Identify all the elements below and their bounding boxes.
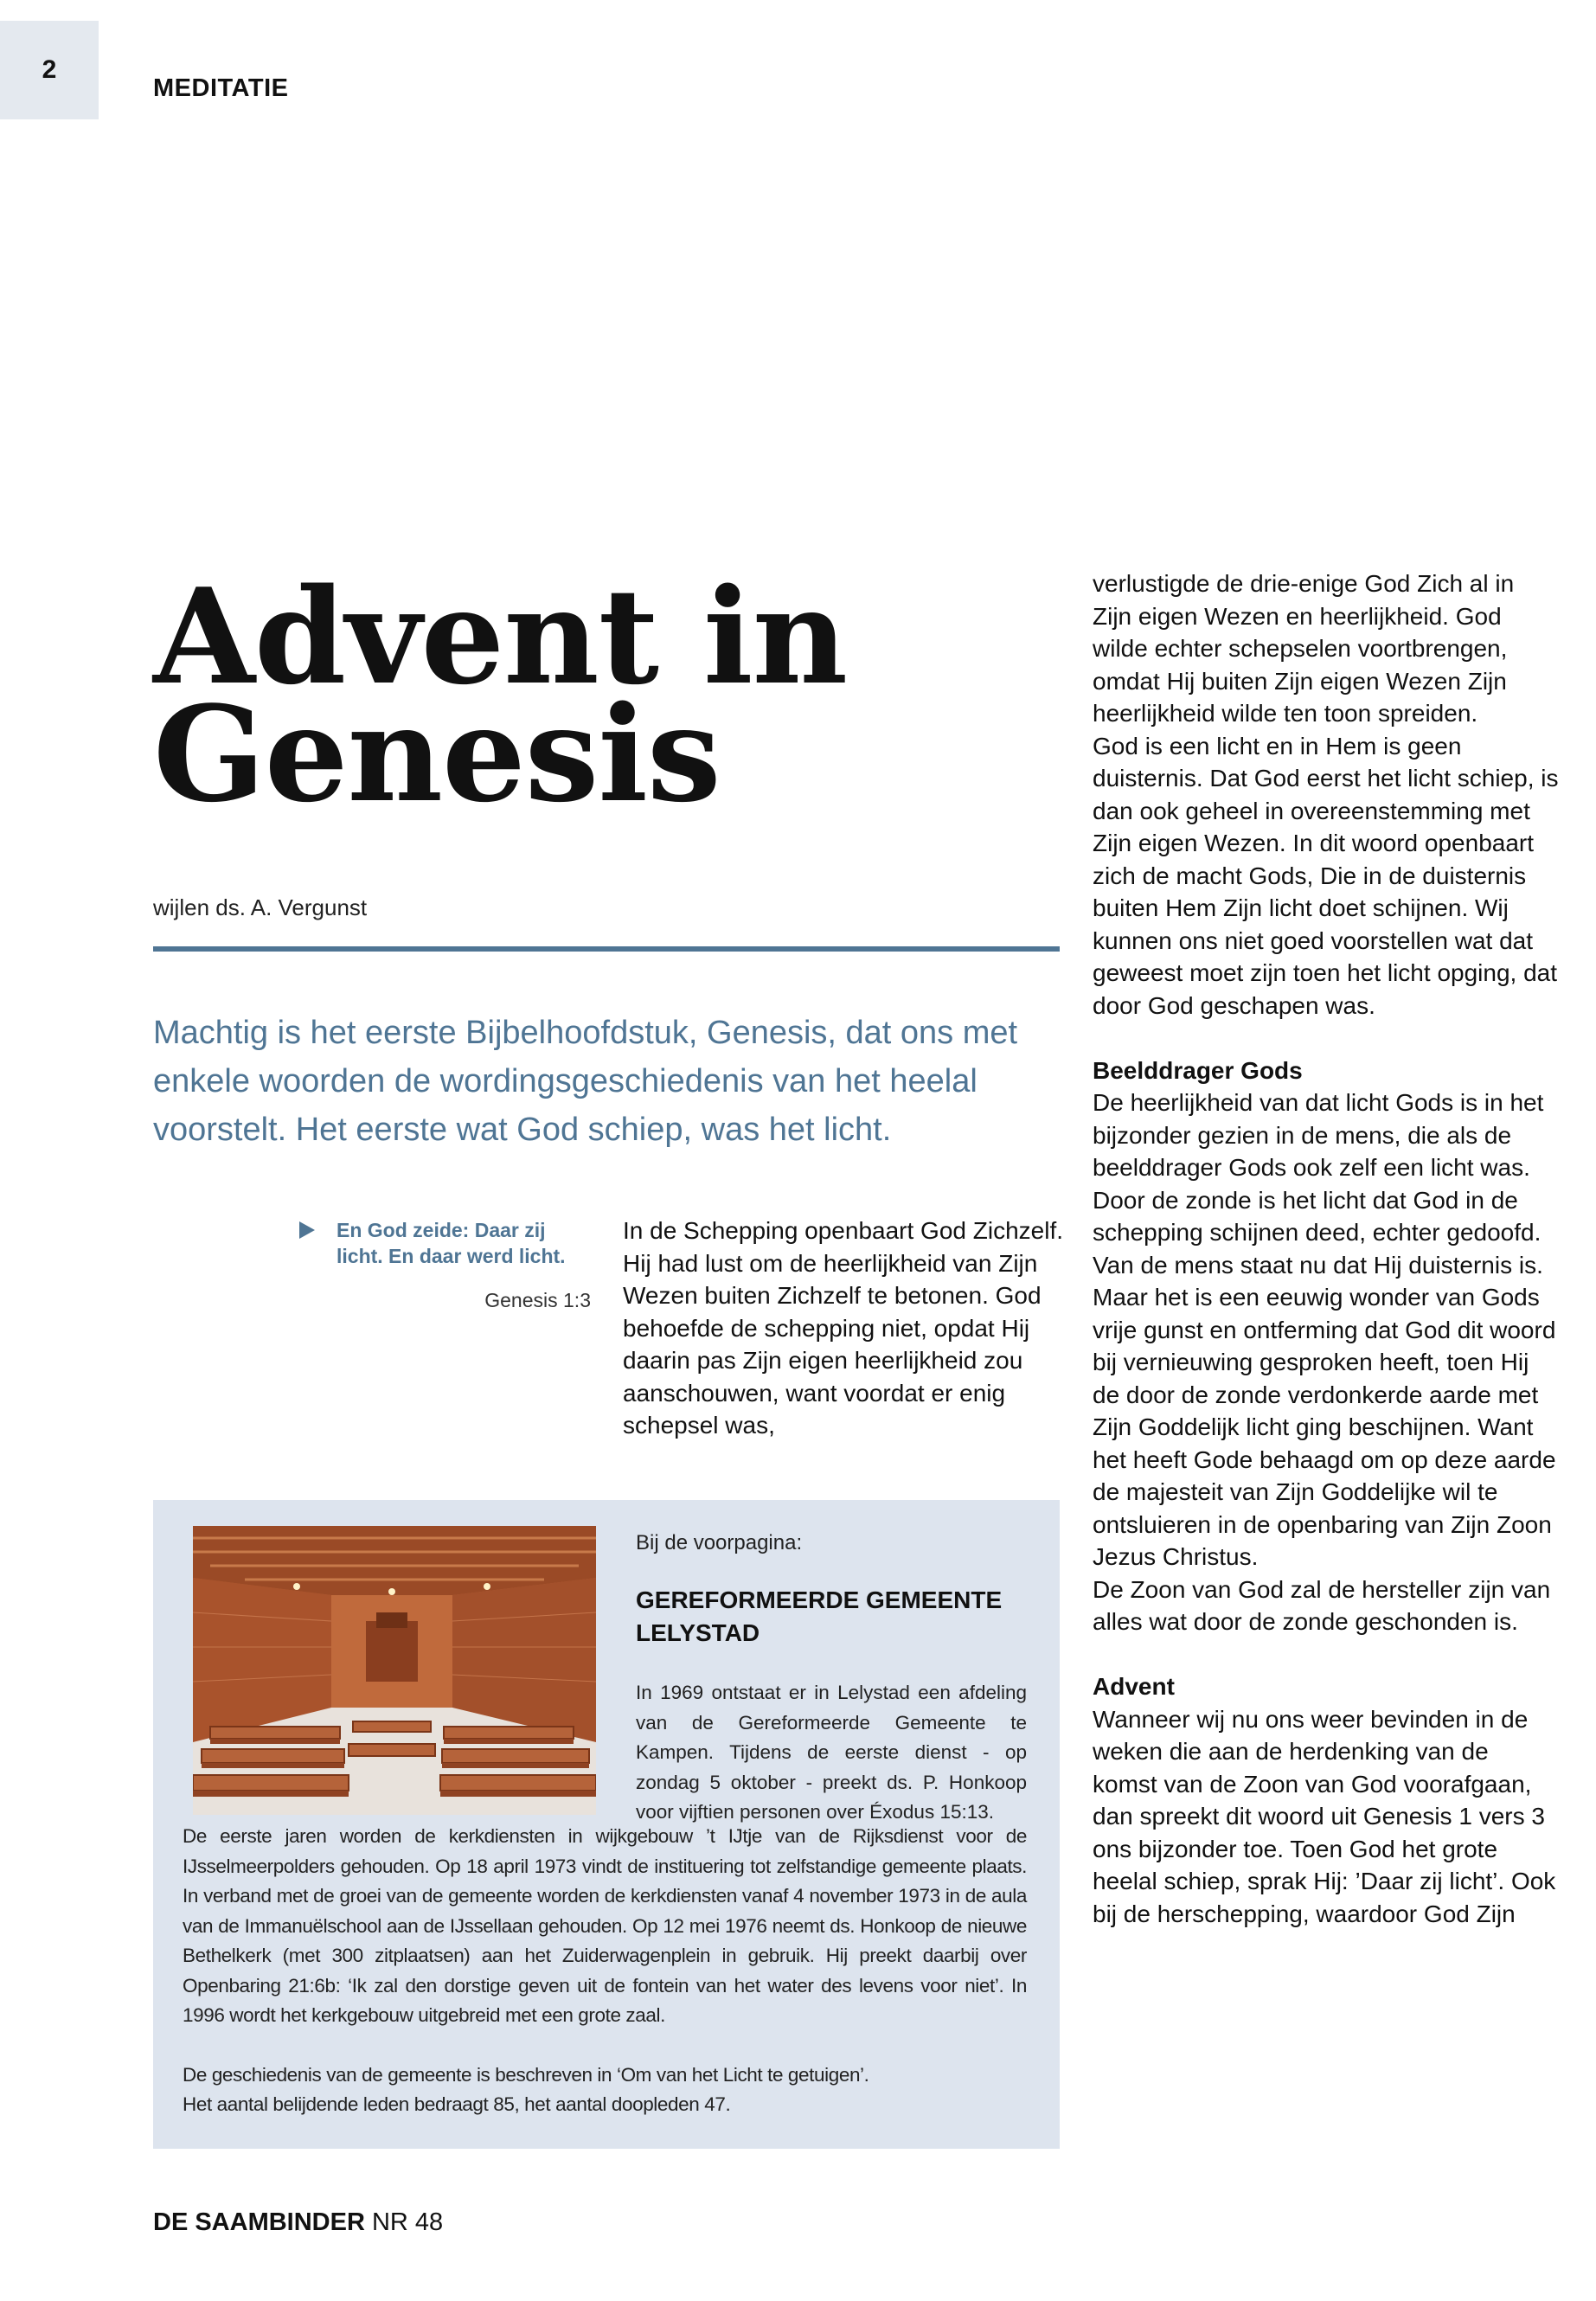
- intro-lead: Machtig is het eerste Bijbelhoofdstuk, Genesis, dat ons met enkele woorden de wordingsgeschiedenis van het heelal voorstelt. Het eerste wat God schiep, was het licht.: [153, 1015, 1018, 1148]
- box-title: GEREFORMEERDE GEMEENTE LELYSTAD: [636, 1586, 1003, 1646]
- body-paragraph: God is een licht en in Hem is geen duisternis. Dat God eerst het licht schiep, is dan ook geheel in overeenstemming met Zijn eigen Wezen. In dit woord openbaart zich de macht Gods, Die in de duisternis buiten Hem Zijn licht doet schijnen. Wij kunnen ons niet goed voorstellen wat dat geweest moet zijn toen het licht opging, dat door God geschapen was.: [1093, 732, 1559, 1019]
- box-paragraph: In 1969 ontstaat er in Lelystad een afdeling van de Gereformeerde Gemeente te Kampen. Tijdens de eerste dienst - op zondag 5 oktober - preekt ds. P. Honkoop voor vijftien personen over Éxodus 15:13.: [636, 1682, 1027, 1823]
- box-paragraph: De geschiedenis van de gemeente is beschreven in ‘Om van het Licht te getuigen’.: [183, 2064, 869, 2086]
- body-paragraph: In de Schepping openbaart God Zichzelf. Hij had lust om de heerlijkheid van Zijn Wezen buiten Zichzelf te betonen. God behoefde de schepping niet, opdat Hij daarin pas Zijn eigen heerlijkheid zou aanschouwen, want voordat er enig schepsel was,: [623, 1217, 1064, 1439]
- title-line-1: Advent in: [153, 559, 848, 714]
- magazine-name: DE SAAMBINDER: [153, 2208, 365, 2236]
- footer: [153, 2208, 443, 2237]
- pull-quote: En God zeide: Daar zij licht. En daar werd licht.: [337, 1219, 566, 1267]
- title-line-2: Genesis: [153, 676, 721, 831]
- body-paragraph: Wanneer wij nu ons weer bevinden in de weken die aan de herdenking van de komst van de Zoon van God voorafgaan, dan spreekt dit woord uit Genesis 1 vers 3 ons bijzonder toe. Toen God het grote heelal schiep, sprak Hij: ’Daar zij licht’. Ook bij de herschepping, waardoor God Zijn: [1093, 1705, 1556, 1927]
- article-title: [153, 559, 932, 831]
- box-paragraph: De eerste jaren worden de kerkdiensten in wijkgebouw ’t IJtje van de Rijksdienst voor de IJsselmeerpolders gehouden. Op 18 april 1973 vindt de instituering tot zelfstandige gemeente plaats. In verband met de groei van de gemeente worden de kerkdiensten vanaf 4 november 1973 in de aula van de Immanuëlschool aan de IJssellaan gehouden. Op 12 mei 1976 neemt ds. Honkoop de nieuwe Bethelkerk (met 300 zitplaatsen) aan het Zuiderwagenplein in gebruik. Hij preekt daarbij over Openbaring 21:6b: ‘Ik zal den dorstige geven uit de fontein van het water des levens voor niet’. In 1996 wordt het kerkgebouw uitgebreid met een grote zaal.: [183, 1825, 1027, 2026]
- section-label: MEDITATIE: [153, 74, 289, 102]
- quote-reference: Genesis 1:3: [484, 1289, 591, 1311]
- box-paragraph: Het aantal belijdende leden bedraagt 85, het aantal doopleden 47.: [183, 2093, 731, 2115]
- church-interior-photo: [193, 1526, 596, 1815]
- cover-info-box: [153, 1500, 1060, 2149]
- page-number: 2: [0, 21, 99, 119]
- issue-number: NR 48: [371, 2208, 444, 2236]
- body-paragraph: verlustigde de drie-enige God Zich al in Zijn eigen Wezen en heerlijkheid. God wilde echter schepselen voortbrengen, omdat Hij buiten Zijn eigen Wezen Zijn heerlijkheid wilde ten toon spreiden.: [1093, 570, 1515, 727]
- body-column-right: [1093, 567, 1560, 1930]
- box-kicker: Bij de voorpagina:: [636, 1531, 803, 1554]
- subheading-beelddrager: Beelddrager Gods: [1093, 1056, 1303, 1084]
- author-byline: wijlen ds. A. Vergunst: [153, 894, 368, 920]
- divider: [153, 946, 1060, 952]
- body-paragraph: De Zoon van God zal de hersteller zijn van alles wat door de zonde geschonden is.: [1093, 1575, 1551, 1635]
- triangle-right-icon: [299, 1221, 315, 1239]
- subheading-advent: Advent: [1093, 1673, 1175, 1700]
- body-paragraph: De heerlijkheid van dat licht Gods is in het bijzonder gezien in de mens, die als de beelddrager Gods ook zelf een licht was. Door de zonde is het licht dat God in de schepping schijnen deed, echter gedoofd. Van de mens staat nu dat Hij duisternis is. Maar het is een eeuwig wonder van Gods vrije gunst en ontferming dat God dit woord bij vernieuwing gesproken heeft, toen Hij de door de zonde verdonkerde aarde met Zijn Goddelijk licht ging beschijnen. Want het heeft Gode behaagd om op deze aarde de majesteit van Zijn Goddelijke wil te ontsluieren in de openbaring van Zijn Zoon Jezus Christus.: [1093, 1089, 1556, 1570]
- body-column-middle: [623, 1215, 1066, 1442]
